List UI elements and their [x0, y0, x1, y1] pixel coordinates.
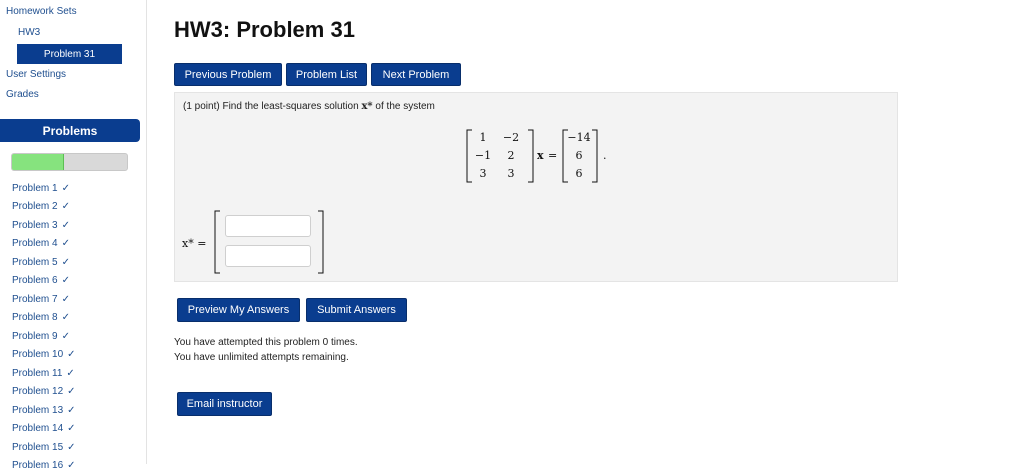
problem-list-item-label: Problem 8 — [12, 312, 58, 323]
previous-problem-button[interactable]: Previous Problem — [174, 63, 282, 86]
submit-answers-button[interactable]: Submit Answers — [306, 298, 407, 322]
checkmark-icon: ✓ — [67, 349, 75, 360]
problem-list-item[interactable] — [12, 179, 76, 198]
problem-statement — [183, 101, 435, 112]
answer-right-bracket — [317, 210, 325, 274]
nav-user-settings[interactable]: User Settings — [6, 69, 66, 80]
matrix-a-cell: −1 — [471, 149, 495, 162]
nav-active-problem[interactable]: Problem 31 — [17, 44, 122, 64]
problem-list-item-label: Problem 10 — [12, 349, 63, 360]
next-problem-button[interactable]: Next Problem — [371, 63, 461, 86]
checkmark-icon: ✓ — [62, 238, 70, 249]
problem-list-item[interactable] — [12, 309, 76, 328]
problem-list-item-label: Problem 11 — [12, 368, 62, 379]
checkmark-icon: ✓ — [62, 183, 70, 194]
problem-list-item[interactable] — [12, 364, 76, 383]
page-title: HW3: Problem 31 — [174, 17, 355, 43]
checkmark-icon: ✓ — [66, 368, 74, 379]
problem-list-item[interactable] — [12, 272, 76, 291]
checkmark-icon: ✓ — [62, 275, 70, 286]
problems-header: Problems — [0, 119, 140, 142]
problem-list-item[interactable] — [12, 235, 76, 254]
nav-homework-sets[interactable]: Homework Sets — [6, 6, 77, 17]
answer-input-1[interactable] — [225, 215, 311, 237]
progress-bar — [11, 153, 128, 171]
problem-list-item-label: Problem 5 — [12, 257, 58, 268]
checkmark-icon: ✓ — [67, 442, 75, 453]
problem-points: (1 point) — [183, 101, 220, 112]
checkmark-icon: ✓ — [62, 294, 70, 305]
vector-b-cell: −14 — [567, 131, 591, 144]
checkmark-icon: ✓ — [67, 405, 75, 416]
problem-list-item-label: Problem 14 — [12, 423, 63, 434]
matrix-a-cell: 3 — [471, 167, 495, 180]
checkmark-icon: ✓ — [62, 201, 70, 212]
matrix-a-right-bracket — [527, 129, 535, 183]
nav-grades[interactable]: Grades — [6, 89, 39, 100]
problem-list-item[interactable] — [12, 401, 76, 420]
matrix-a-cell: 3 — [499, 167, 523, 180]
problem-list-item-label: Problem 6 — [12, 275, 58, 286]
problem-list-item[interactable] — [12, 438, 76, 457]
checkmark-icon: ✓ — [62, 257, 70, 268]
nav-set-hw3[interactable]: HW3 — [18, 27, 40, 38]
problem-list-item-label: Problem 4 — [12, 238, 58, 249]
problem-list-item-label: Problem 16 — [12, 460, 63, 471]
problem-list-item[interactable] — [12, 216, 76, 235]
sidebar — [0, 0, 147, 464]
problem-list-item[interactable] — [12, 346, 76, 365]
vector-x: x — [537, 149, 544, 162]
problem-prompt-end: of the system — [375, 101, 434, 112]
checkmark-icon: ✓ — [62, 331, 70, 342]
answer-left-bracket — [213, 210, 221, 274]
matrix-a-cell: 1 — [471, 131, 495, 144]
problem-list-item-label: Problem 2 — [12, 201, 58, 212]
matrix-a-cell: 2 — [499, 149, 523, 162]
problem-list-button[interactable]: Problem List — [286, 63, 367, 86]
matrix-a-cell: −2 — [499, 131, 523, 144]
problem-box — [174, 92, 898, 282]
progress-bar-fill — [12, 154, 64, 170]
problem-list-item-label: Problem 7 — [12, 294, 58, 305]
checkmark-icon: ✓ — [67, 386, 75, 397]
email-instructor-button[interactable]: Email instructor — [177, 392, 272, 416]
problem-list-item[interactable] — [12, 290, 76, 309]
problem-prompt: Find the least-squares solution — [222, 101, 358, 112]
vector-b-right-bracket — [591, 129, 599, 183]
vector-b-cell: 6 — [567, 167, 591, 180]
attempt-info — [174, 335, 358, 365]
problem-list-item[interactable] — [12, 327, 76, 346]
checkmark-icon: ✓ — [62, 220, 70, 231]
problem-list-item-label: Problem 13 — [12, 405, 63, 416]
equals-sign: = — [548, 149, 557, 162]
problem-list-item-label: Problem 15 — [12, 442, 63, 453]
problem-list-item-label: Problem 1 — [12, 183, 58, 194]
equation — [465, 129, 615, 183]
equation-period: . — [603, 149, 607, 162]
checkmark-icon: ✓ — [67, 460, 75, 471]
problem-list-item-label: Problem 9 — [12, 331, 58, 342]
attempt-count-text: You have attempted this problem 0 times. — [174, 335, 358, 350]
attempts-remaining-text: You have unlimited attempts remaining. — [174, 350, 358, 365]
problem-list-item[interactable] — [12, 457, 76, 475]
preview-answers-button[interactable]: Preview My Answers — [177, 298, 300, 322]
checkmark-icon: ✓ — [62, 312, 70, 323]
answer-input-2[interactable] — [225, 245, 311, 267]
problem-list-item-label: Problem 3 — [12, 220, 58, 231]
vector-b-cell: 6 — [567, 149, 591, 162]
problem-list-item[interactable] — [12, 383, 76, 402]
problem-list-item[interactable] — [12, 198, 76, 217]
problem-list-item[interactable] — [12, 420, 76, 439]
problem-list-item[interactable] — [12, 253, 76, 272]
problem-list-item-label: Problem 12 — [12, 386, 63, 397]
problem-symbol: x* — [361, 101, 372, 112]
answer-label: x* = — [182, 237, 206, 250]
checkmark-icon: ✓ — [67, 423, 75, 434]
problem-list — [12, 179, 76, 475]
